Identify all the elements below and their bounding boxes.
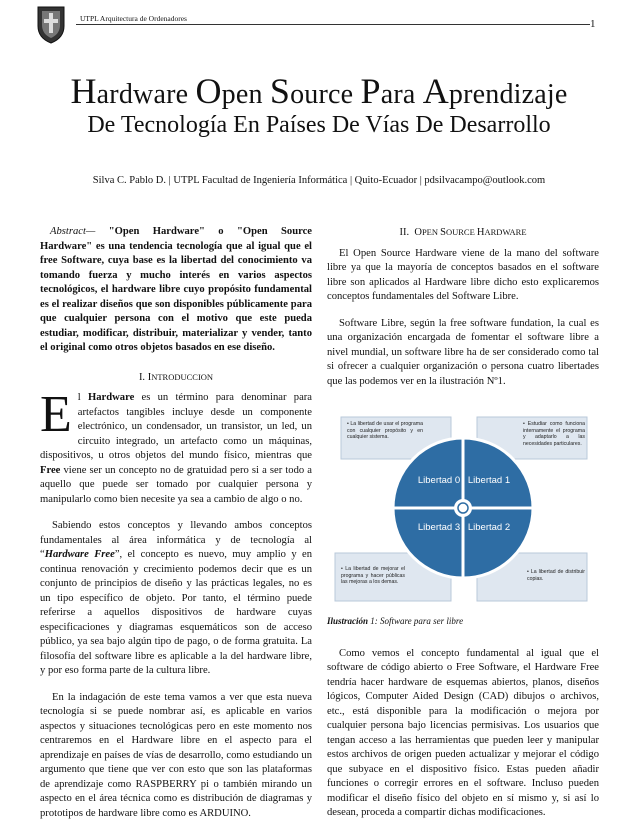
left-column (40, 225, 312, 821)
open-source-paragraph-2: Software Libre, según la free software fundation, la cual es una organización encargada de fomentar el software libre a nivel mundial, un software libre ha de ser considerado como tal si ofrecer a cualquier organización o persona cuatro libertades que las podemos ver en la ilustración Nº1. (327, 317, 599, 387)
drop-cap: E (40, 386, 72, 443)
running-head: UTPL Arquitectura de Ordenadores (80, 14, 187, 23)
right-column (327, 225, 599, 821)
open-source-paragraph-3: Como vemos el concepto fundamental al igual que el software de código abierto o Free Software, el Hardware Free tendría hacer hardware de esquemas abiertos, planos, diseños lógicos, Computer Aided Design (CAD) dibujos o archivos, etc., está disponible para la modificación o mejora por cualquier persona bajo licencias permisivas. Los usuarios que tengan acceso a las herramientas que pueden leer y manipular estos archivos de origen pueden actualizar y mejorar el código que subyace en el dispositivo físico. Estas pueden añadir funciones o corregir errores en el software. Incluso pueden modificar el diseño físico del objeto en sí mismo y, si así lo desean, proceda a compartir dichas modificaciones. (327, 647, 599, 818)
center-cycle-icon (454, 499, 472, 517)
paper-subtitle: De Tecnología En Países De Vías De Desarrollo (87, 112, 551, 138)
header-rule (76, 24, 590, 25)
label-libertad-1: Libertad 1 (467, 475, 511, 486)
title-word: Hardware (70, 71, 189, 111)
label-libertad-0: Libertad 0 (417, 475, 461, 486)
author-line: Silva C. Pablo D. | UTPL Facultad de Ingeniería Informática | Quito-Ecuador | pdsilvacampo@outlook.com (92, 175, 546, 186)
label-libertad-2: Libertad 2 (467, 522, 511, 533)
title-word: Source (269, 71, 354, 111)
box-bottom-left-text: • La libertad de mejorar el programa y hacer públicas las mejoras a los demas. (341, 566, 405, 586)
abstract-label: Abstract— (50, 226, 96, 237)
title-word: Aprendizaje (422, 71, 568, 111)
title-word: Open (195, 71, 263, 111)
label-libertad-3: Libertad 3 (417, 522, 461, 533)
page-number: 1 (590, 18, 596, 30)
title-word: Para (360, 71, 416, 111)
intro-paragraph-1: El Hardware es un término para denominar para artefactos tangibles incluye desde un componente electrónico, un condensador, un transistor, un led, un circuito integrado, un artefacto como un máquinas, dispositivos, u otros objetos del mundo físico, mientras que Free viene ser un concepto no de gratuidad pero si a ser todo a aquello que puede ser tomado por cualquier persona y manipularlo como bien necesite ya sea a cambio de algo o no. (40, 386, 312, 505)
box-top-right-text: • Estudiar como funciona internamente el programa y adaptarlo a las necesidades particulares. (523, 421, 585, 447)
section-heading-intro: I. INTRODUCCION (138, 371, 214, 383)
intro-paragraph-3: En la indagación de este tema vamos a ver que esta nueva tecnología si se puede nombrar así, es aplicable en varios aspectos y situaciones tecnológicas pero en este momento nos centraremos en el Hardware libre en el aspecto para el aprendizaje en países de vías de desarrollo, como estudiando un argumento que tiene que ver con esto que son las plataformas de aprendizaje como RASPBERRY pi o también mirando un aspecto en el área técnica como es distribución de diagramas y prototipos de hardware libre como es ARDUINO. (40, 691, 312, 819)
section-heading-open-source: II. OPEN SOURCE HARDWARE (399, 227, 527, 238)
box-top-left-text: • La libertad de usar el programa con cualquier propósito y en cualquier sistema. (347, 421, 423, 441)
figure-caption: Ilustración 1: Software para ser libre (327, 616, 464, 626)
intro-paragraph-2: Sabiendo estos conceptos y llevando ambos conceptos fundamentales al área informática y de tecnología al “Hardware Free”, el concepto es nuevo, muy amplio y en continua renovación y crecimiento podemos decir que es un conjunto de principios de diseño y las prácticas legales, no es un tipo específico de objeto. Por tanto, el término puede referirse a aquellos dispositivos de hardware cuyas especificaciones y diagramas esquemáticos son de acceso público, ya sea bajo algún tipo de pago, o de forma gratuita. La filosofía del software libre es aplicable a la del hardware libre, y por eso forma parte de la cultura libre. (40, 520, 312, 676)
paper-title (0, 70, 638, 112)
open-source-paragraph-1: El Open Source Hardware viene de la mano del software libre ya que la mayoría de conceptos basados en el software libre son aplicados al Hardware libre dicho esto explicaremos conceptos fundamentales del Software Libre. (327, 247, 599, 302)
freedoms-diagram (327, 403, 599, 608)
university-crest-logo (34, 4, 68, 44)
box-bottom-right-text: • La libertad de distribuir copias. (527, 569, 585, 582)
abstract: Abstract— "Open Hardware" o "Open Source Hardware" es una tendencia tecnología que al igual que el free Software, cuya base es la libertad del conocimiento va tomando fuerza y mucho interés en varios aspectos tecnológicos, el hardware libre cuyo propósito fundamental es el realizar diseños que son disponibles públicamente para que cualquier persona con el motivo que este pueda estudiar, modificar, distribuir, materializar y vender, tanto el original como otros objetos basados en ese diseño. (40, 226, 312, 353)
